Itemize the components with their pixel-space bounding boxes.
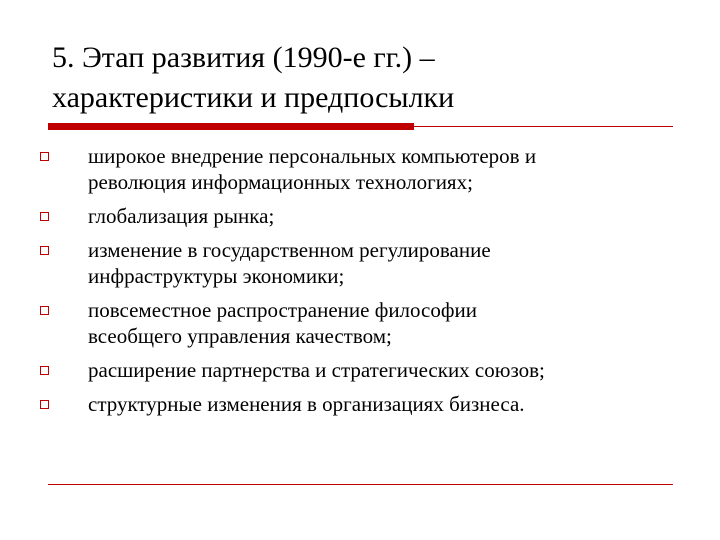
slide-title-line: 5. Этап развития (1990-е гг.) – xyxy=(52,41,435,74)
bullet-item xyxy=(40,143,680,195)
slide-title xyxy=(52,38,692,118)
bullet-text: повсеместное распространение философии xyxy=(88,298,477,322)
footer-divider xyxy=(48,484,673,485)
title-divider-thick xyxy=(48,123,414,130)
bullet-text: революция информационных технологиях; xyxy=(88,170,473,194)
bullet-text: инфраструктуры экономики; xyxy=(88,264,345,288)
bullet-item xyxy=(40,297,680,349)
hollow-square-icon xyxy=(40,212,49,221)
bullet-item xyxy=(40,203,680,229)
bullet-text: широкое внедрение персональных компьютеров и xyxy=(88,144,537,168)
bullet-text: всеобщего управления качеством; xyxy=(88,324,392,348)
bullet-text: изменение в государственном регулирование xyxy=(88,238,491,262)
bullet-list xyxy=(40,143,680,425)
bullet-text: расширение партнерства и стратегических союзов; xyxy=(88,358,545,382)
slide-title-line: характеристики и предпосылки xyxy=(52,81,455,114)
bullet-item xyxy=(40,357,680,383)
hollow-square-icon xyxy=(40,152,49,161)
hollow-square-icon xyxy=(40,246,49,255)
hollow-square-icon xyxy=(40,366,49,375)
bullet-text: структурные изменения в организациях бизнеса. xyxy=(88,392,525,416)
hollow-square-icon xyxy=(40,400,49,409)
bullet-item xyxy=(40,391,680,417)
bullet-item xyxy=(40,237,680,289)
hollow-square-icon xyxy=(40,306,49,315)
bullet-text: глобализация рынка; xyxy=(88,204,275,228)
